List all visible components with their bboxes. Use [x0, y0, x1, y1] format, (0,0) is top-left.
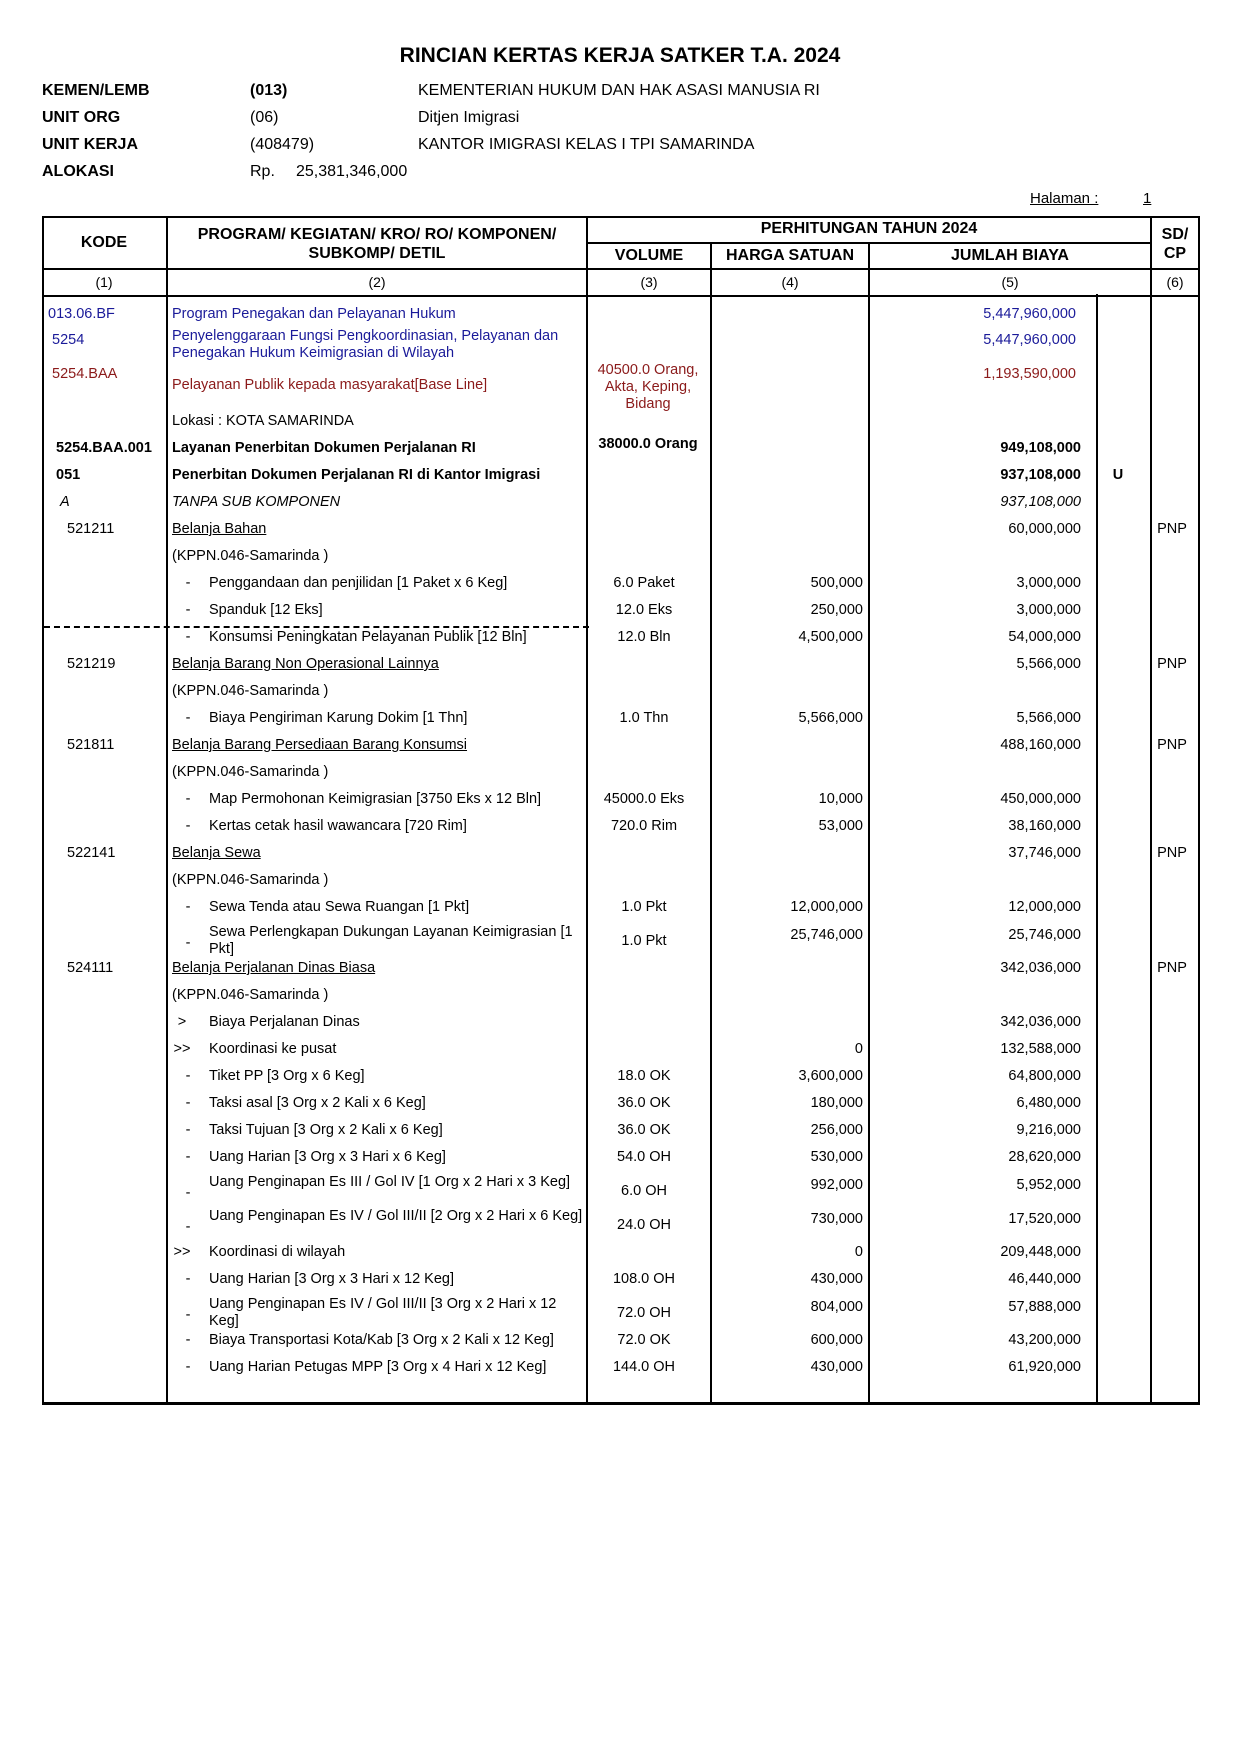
row-jumlah: 937,108,000: [1000, 467, 1081, 483]
row-uraian: Belanja Barang Non Operasional Lainnya: [172, 656, 439, 672]
row-volume: 45000.0 Eks: [603, 791, 685, 807]
row-volume: 72.0 OH: [617, 1305, 671, 1321]
row-marker: -: [185, 1068, 191, 1084]
row-volume: 1.0 Thn: [619, 710, 669, 726]
row-harga: 430,000: [810, 1359, 863, 1375]
meta-key: UNIT KERJA: [42, 136, 139, 153]
row-volume: 144.0 OH: [612, 1359, 676, 1375]
column-divider: [710, 243, 712, 1402]
row-kode: 522141: [67, 845, 116, 861]
row-marker: -: [185, 575, 191, 591]
meta-value: KEMENTERIAN HUKUM DAN HAK ASASI MANUSIA RI: [418, 82, 820, 99]
row-uraian: Taksi asal [3 Org x 2 Kali x 6 Keg]: [209, 1095, 426, 1111]
row-jumlah: 342,036,000: [1000, 1014, 1081, 1030]
row-uraian: Taksi Tujuan [3 Org x 2 Kali x 6 Keg]: [209, 1122, 443, 1138]
row-volume: 12.0 Eks: [615, 602, 673, 618]
column-divider: [1150, 216, 1152, 1402]
row-uraian: Belanja Bahan: [172, 521, 267, 537]
row-kode: 5254: [52, 332, 85, 348]
row-volume: 720.0 Rim: [610, 818, 678, 834]
row-marker: -: [185, 629, 191, 645]
header-divider: [42, 268, 1198, 270]
row-uraian: Biaya Transportasi Kota/Kab [3 Org x 2 Kali x 12 Keg]: [209, 1332, 554, 1348]
row-jumlah: 17,520,000: [1008, 1211, 1081, 1227]
row-jumlah: 60,000,000: [1008, 521, 1081, 537]
row-harga: 804,000: [810, 1299, 863, 1315]
row-marker: -: [185, 1307, 191, 1323]
row-jumlah: 5,952,000: [1016, 1177, 1081, 1193]
header-perhitungan: PERHITUNGAN TAHUN 2024: [760, 220, 978, 237]
header-kode: KODE: [80, 234, 128, 251]
row-marker: -: [185, 935, 191, 951]
page-label: Halaman :: [1030, 190, 1099, 207]
row-uraian: (KPPN.046-Samarinda ): [172, 548, 329, 564]
row-marker: -: [185, 791, 191, 807]
row-jumlah: 450,000,000: [1000, 791, 1081, 807]
meta-amount: 25,381,346,000: [296, 163, 408, 180]
row-jumlah: 43,200,000: [1008, 1332, 1081, 1348]
row-jumlah: 9,216,000: [1016, 1122, 1081, 1138]
row-harga: 992,000: [810, 1177, 863, 1193]
row-marker: -: [185, 1095, 191, 1111]
row-jumlah: 3,000,000: [1016, 575, 1081, 591]
row-kode: 013.06.BF: [48, 306, 115, 322]
row-jumlah: 5,566,000: [1016, 710, 1081, 726]
column-number: (4): [781, 274, 799, 290]
row-cp: PNP: [1157, 521, 1187, 537]
row-jumlah: 937,108,000: [1000, 494, 1081, 510]
row-uraian: Program Penegakan dan Pelayanan Hukum: [172, 306, 456, 322]
row-harga: 500,000: [810, 575, 863, 591]
row-harga: 0: [854, 1041, 863, 1057]
row-volume: 36.0 OK: [617, 1122, 671, 1138]
row-marker: -: [185, 818, 191, 834]
row-jumlah: 5,447,960,000: [983, 306, 1076, 322]
meta-code: (06): [250, 109, 279, 126]
row-uraian: Penerbitan Dokumen Perjalanan RI di Kantor Imigrasi: [172, 467, 541, 483]
page-title: RINCIAN KERTAS KERJA SATKER T.A. 2024: [399, 44, 841, 67]
row-uraian: Konsumsi Peningkatan Pelayanan Publik [12 Bln]: [209, 629, 527, 645]
row-uraian: Uang Harian [3 Org x 3 Hari x 6 Keg]: [209, 1149, 446, 1165]
row-uraian: Sewa Perlengkapan Dukungan Layanan Keimigrasian [1 Pkt]: [209, 924, 573, 957]
meta-code: (013): [250, 82, 288, 99]
row-uraian: Uang Harian Petugas MPP [3 Org x 4 Hari x 12 Keg]: [209, 1359, 547, 1375]
row-volume: 38000.0 Orang: [598, 436, 698, 452]
row-jumlah: 488,160,000: [1000, 737, 1081, 753]
row-uraian: Uang Penginapan Es III / Gol IV [1 Org x 2 Hari x 3 Keg]: [209, 1174, 571, 1190]
row-cp: PNP: [1157, 656, 1187, 672]
row-jumlah: 209,448,000: [1000, 1244, 1081, 1260]
row-volume: 40500.0 Orang, Akta, Keping, Bidang: [597, 362, 699, 412]
row-volume: 18.0 OK: [617, 1068, 671, 1084]
row-uraian: Belanja Barang Persediaan Barang Konsumsi: [172, 737, 468, 753]
row-uraian: (KPPN.046-Samarinda ): [172, 764, 329, 780]
row-volume: 108.0 OH: [612, 1271, 676, 1287]
row-uraian: Koordinasi di wilayah: [209, 1244, 346, 1260]
row-jumlah: 132,588,000: [1000, 1041, 1081, 1057]
row-cp: PNP: [1157, 845, 1187, 861]
row-uraian: (KPPN.046-Samarinda ): [172, 987, 329, 1003]
row-harga: 180,000: [810, 1095, 863, 1111]
header-jumlah: JUMLAH BIAYA: [951, 247, 1069, 264]
row-jumlah: 54,000,000: [1008, 629, 1081, 645]
row-harga: 430,000: [810, 1271, 863, 1287]
row-uraian: Tiket PP [3 Org x 6 Keg]: [209, 1068, 365, 1084]
row-marker: -: [185, 1185, 191, 1201]
row-jumlah: 1,193,590,000: [983, 366, 1076, 382]
row-sd: U: [1112, 467, 1124, 483]
row-jumlah: 57,888,000: [1008, 1299, 1081, 1315]
column-number: (1): [95, 274, 113, 290]
meta-key: ALOKASI: [42, 163, 114, 180]
row-uraian: Kertas cetak hasil wawancara [720 Rim]: [209, 818, 467, 834]
row-jumlah: 38,160,000: [1008, 818, 1081, 834]
column-number: (3): [640, 274, 658, 290]
row-marker: >>: [173, 1244, 191, 1260]
meta-value: KANTOR IMIGRASI KELAS I TPI SAMARINDA: [418, 136, 755, 153]
row-cp: PNP: [1157, 960, 1187, 976]
header-harga: HARGA SATUAN: [726, 247, 854, 264]
row-harga: 12,000,000: [790, 899, 863, 915]
row-volume: 6.0 OH: [621, 1183, 667, 1199]
row-cp: PNP: [1157, 737, 1187, 753]
row-uraian: Layanan Penerbitan Dokumen Perjalanan RI: [172, 440, 476, 456]
row-harga: 4,500,000: [798, 629, 863, 645]
row-uraian: Pelayanan Publik kepada masyarakat[Base Line]: [172, 377, 488, 393]
meta-key: UNIT ORG: [42, 109, 121, 126]
row-kode: A: [60, 494, 70, 510]
meta-value: Ditjen Imigrasi: [418, 109, 520, 126]
header-divider: [586, 242, 1150, 244]
row-kode: 051: [56, 467, 81, 483]
row-marker: -: [185, 1219, 191, 1235]
row-harga: 0: [854, 1244, 863, 1260]
column-number: (5): [1001, 274, 1019, 290]
row-uraian: Lokasi : KOTA SAMARINDA: [172, 413, 354, 429]
row-jumlah: 37,746,000: [1008, 845, 1081, 861]
row-marker: -: [185, 1271, 191, 1287]
row-harga: 25,746,000: [790, 927, 863, 943]
row-harga: 256,000: [810, 1122, 863, 1138]
row-uraian: Uang Harian [3 Org x 3 Hari x 12 Keg]: [209, 1271, 455, 1287]
row-uraian: Map Permohonan Keimigrasian [3750 Eks x 12 Bln]: [209, 791, 542, 807]
dashed-separator: [44, 626, 589, 628]
row-jumlah: 3,000,000: [1016, 602, 1081, 618]
row-volume: 36.0 OK: [617, 1095, 671, 1111]
page-number: 1: [1143, 190, 1152, 207]
row-volume: 12.0 Bln: [617, 629, 671, 645]
row-jumlah: 949,108,000: [1000, 440, 1081, 456]
row-harga: 3,600,000: [798, 1068, 863, 1084]
row-uraian: Spanduk [12 Eks]: [209, 602, 323, 618]
row-uraian: (KPPN.046-Samarinda ): [172, 683, 329, 699]
row-harga: 530,000: [810, 1149, 863, 1165]
row-kode: 521211: [67, 521, 115, 537]
row-volume: 54.0 OH: [617, 1149, 671, 1165]
row-volume: 1.0 Pkt: [621, 933, 667, 949]
row-uraian: Uang Penginapan Es IV / Gol III/II [3 Org x 2 Hari x 12 Keg]: [209, 1296, 557, 1329]
row-jumlah: 6,480,000: [1016, 1095, 1081, 1111]
row-harga: 53,000: [818, 818, 863, 834]
meta-code: (408479): [250, 136, 315, 153]
column-divider: [166, 216, 168, 1402]
row-harga: 730,000: [810, 1211, 863, 1227]
row-marker: -: [185, 602, 191, 618]
row-jumlah: 342,036,000: [1000, 960, 1081, 976]
row-kode: 5254.BAA.001: [56, 440, 152, 456]
row-kode: 5254.BAA: [52, 366, 118, 382]
row-jumlah: 64,800,000: [1008, 1068, 1081, 1084]
row-uraian: Koordinasi ke pusat: [209, 1041, 337, 1057]
row-uraian: (KPPN.046-Samarinda ): [172, 872, 329, 888]
meta-currency: Rp.: [250, 163, 275, 180]
column-divider: [1096, 294, 1098, 1402]
row-marker: -: [185, 1359, 191, 1375]
row-harga: 10,000: [818, 791, 863, 807]
row-volume: 1.0 Pkt: [621, 899, 667, 915]
header-divider: [42, 295, 1198, 297]
row-jumlah: 12,000,000: [1008, 899, 1081, 915]
row-marker: -: [185, 899, 191, 915]
row-marker: >>: [173, 1041, 191, 1057]
row-jumlah: 61,920,000: [1008, 1359, 1081, 1375]
header-sdcp: SD/ CP: [1161, 226, 1189, 262]
row-kode: 524111: [67, 960, 114, 976]
row-harga: 600,000: [810, 1332, 863, 1348]
row-kode: 521811: [67, 737, 115, 753]
row-marker: -: [185, 710, 191, 726]
row-harga: 5,566,000: [798, 710, 863, 726]
row-jumlah: 28,620,000: [1008, 1149, 1081, 1165]
row-marker: >: [177, 1014, 187, 1030]
row-volume: 6.0 Paket: [613, 575, 675, 591]
row-uraian: Penyelenggaraan Fungsi Pengkoordinasian, Pelayanan dan Penegakan Hukum Keimigrasian di Wilayah: [172, 328, 559, 361]
row-uraian: Sewa Tenda atau Sewa Ruangan [1 Pkt]: [209, 899, 470, 915]
row-uraian: Biaya Perjalanan Dinas: [209, 1014, 360, 1030]
header-volume: VOLUME: [614, 247, 684, 264]
row-jumlah: 5,447,960,000: [983, 332, 1076, 348]
row-uraian: Uang Penginapan Es IV / Gol III/II [2 Org x 2 Hari x 6 Keg]: [209, 1208, 583, 1224]
row-jumlah: 5,566,000: [1016, 656, 1081, 672]
column-divider: [868, 243, 870, 1402]
column-number: (6): [1166, 274, 1184, 290]
row-uraian: Biaya Pengiriman Karung Dokim [1 Thn]: [209, 710, 468, 726]
header-program: PROGRAM/ KEGIATAN/ KRO/ RO/ KOMPONEN/ SUBKOMP/ DETIL: [197, 226, 557, 262]
row-marker: -: [185, 1149, 191, 1165]
meta-key: KEMEN/LEMB: [42, 82, 150, 99]
row-harga: 250,000: [810, 602, 863, 618]
column-number: (2): [368, 274, 386, 290]
row-uraian: Belanja Perjalanan Dinas Biasa: [172, 960, 376, 976]
row-uraian: Penggandaan dan penjilidan [1 Paket x 6 Keg]: [209, 575, 508, 591]
row-jumlah: 25,746,000: [1008, 927, 1081, 943]
row-uraian: Belanja Sewa: [172, 845, 261, 861]
row-uraian: TANPA SUB KOMPONEN: [172, 494, 341, 510]
row-volume: 24.0 OH: [617, 1217, 671, 1233]
row-jumlah: 46,440,000: [1008, 1271, 1081, 1287]
row-marker: -: [185, 1122, 191, 1138]
row-volume: 72.0 OK: [617, 1332, 671, 1348]
row-kode: 521219: [67, 656, 116, 672]
row-marker: -: [185, 1332, 191, 1348]
